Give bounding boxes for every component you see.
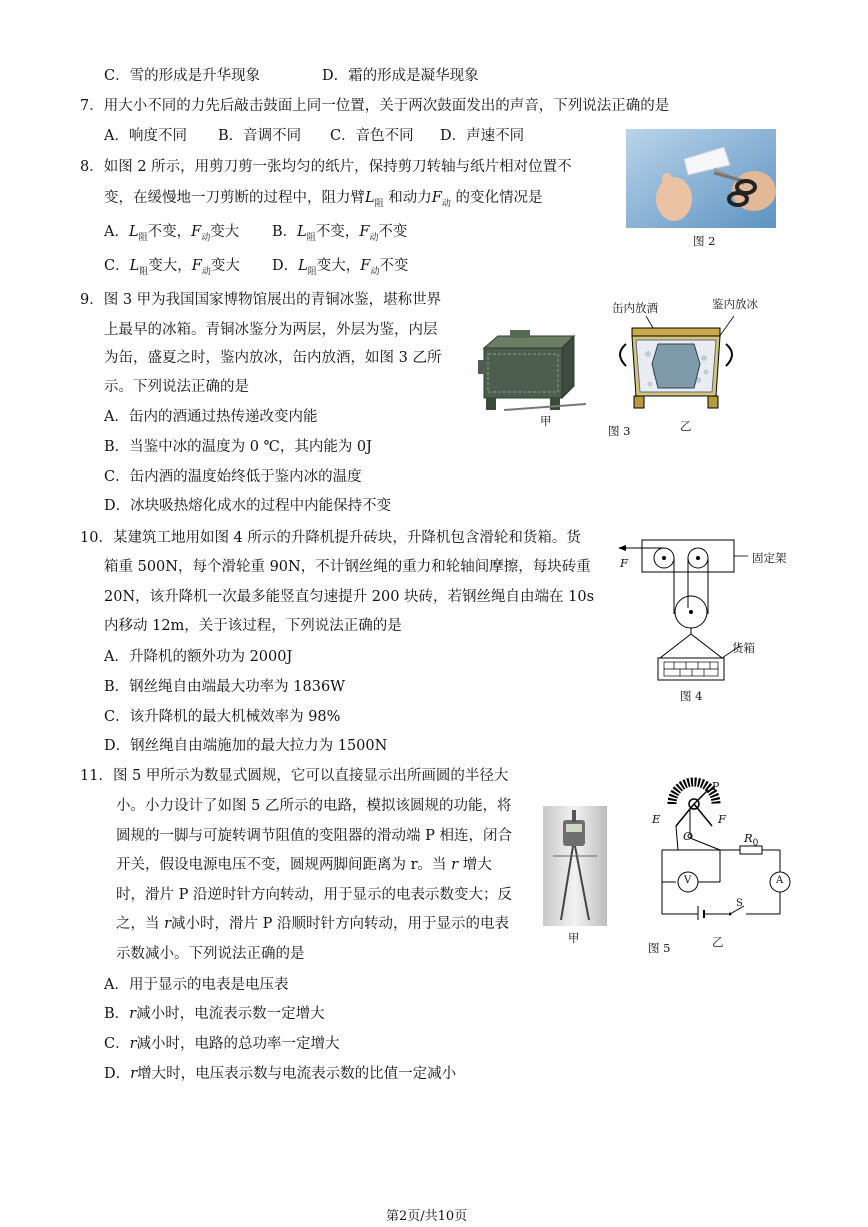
fig5-label-o: O xyxy=(683,829,693,843)
q9-option-d: D．冰块吸热熔化成水的过程中内能保持不变 xyxy=(104,498,392,514)
fig4-label-box: 货箱 xyxy=(732,641,755,655)
q10-stem-line1: 10．某建筑工地用如图 4 所示的升降机提升砖块，升降机包含滑轮和货箱。货 xyxy=(80,530,581,546)
scissors-photo xyxy=(626,129,776,228)
fig3-jia-caption: 甲 xyxy=(540,414,552,428)
fig5-label-v: V xyxy=(684,875,692,886)
fig5-label-a: A xyxy=(776,875,784,886)
fig5-label-r0: $R_0$ xyxy=(744,831,759,849)
q10-stem-line4: 内移动 12m，关于该过程，下列说法正确的是 xyxy=(104,618,402,634)
q11-option-c: C．r减小时，电路的总功率一定增大 xyxy=(104,1036,340,1052)
q8-option-a: A．$L_阻$不变，$F_动$变大 xyxy=(104,224,240,243)
fig5-label-f: F xyxy=(718,812,726,826)
q7-option-b: B．音调不同 xyxy=(218,128,302,144)
q10-option-c: C．该升降机的最大机械效率为 98% xyxy=(104,709,341,725)
q8-stem-line2: 变，在缓慢地一刀剪断的过程中，阻力臂$L_阻$ 和动力$F_动$ 的变化情况是 xyxy=(104,190,543,209)
q11-option-b: B．r减小时，电流表示数一定增大 xyxy=(104,1006,325,1022)
q7-option-c: C．音色不同 xyxy=(330,128,414,144)
digital-compass-photo xyxy=(543,806,607,926)
fig5-label-p: P xyxy=(712,780,720,793)
q10-stem-line3: 20N，该升降机一次最多能竖直匀速提升 200 块砖，若钢丝绳自由端在 10s xyxy=(104,589,595,605)
q9-option-b: B．当鉴中冰的温度为 0 ℃，其内能为 0J xyxy=(104,439,372,455)
q10-option-b: B．钢丝绳自由端最大功率为 1836W xyxy=(104,679,346,695)
fig3-label-jian: 鉴内放冰 xyxy=(712,297,758,311)
fig5-jia-caption: 甲 xyxy=(568,931,580,945)
q11-stem-line1: 11．图 5 甲所示为数显式圆规，它可以直接显示出所画圆的半径大 xyxy=(80,768,509,784)
q8-option-b: B．$L_阻$不变，$F_动$不变 xyxy=(272,224,408,243)
q9-stem-line2: 上最早的冰箱。青铜冰鉴分为两层，外层为鉴，内层 xyxy=(104,322,438,338)
q6-option-c: C．雪的形成是升华现象 xyxy=(104,68,261,84)
fig4-label-f: F xyxy=(620,556,628,570)
fig5-label-s: S xyxy=(736,898,743,909)
q8-option-c: C．$L_阻$变大，$F_动$变大 xyxy=(104,258,240,277)
fig5-caption: 图 5 xyxy=(648,941,671,955)
q11-stem-line6: 之，当 r减小时，滑片 P 沿顺时针方向转动，用于显示的电表 xyxy=(116,916,510,932)
q7-option-d: D．声速不同 xyxy=(440,128,525,144)
q9-option-c: C．缶内酒的温度始终低于鉴内冰的温度 xyxy=(104,469,362,485)
bronze-icebox-photo xyxy=(474,330,590,418)
q11-stem-line5: 时，滑片 P 沿逆时针方向转动，用于显示的电表示数变大；反 xyxy=(116,887,512,903)
q11-stem-line4: 开关，假设电源电压不变，圆规两脚间距离为 r。当 r 增大 xyxy=(116,857,492,873)
fig5-yi-caption: 乙 xyxy=(712,935,724,949)
q9-stem-line1: 9．图 3 甲为我国国家博物馆展出的青铜冰鉴，堪称世界 xyxy=(80,292,442,308)
icebox-section-diagram xyxy=(606,314,746,414)
fig3-yi-caption: 乙 xyxy=(680,419,692,433)
q7-option-a: A．响度不同 xyxy=(104,128,187,144)
page-footer: 第2页/共10页 xyxy=(386,1209,468,1224)
fig5-label-e: E xyxy=(652,812,661,826)
compass-circuit-diagram xyxy=(646,770,796,920)
q11-stem-line3: 圆规的一脚与可旋转调节阻值的变阻器的滑动端 P 相连，闭合 xyxy=(116,828,512,844)
fig4-caption: 图 4 xyxy=(680,689,703,703)
q10-option-a: A．升降机的额外功为 2000J xyxy=(104,649,293,665)
q7-stem: 7．用大小不同的力先后敲击鼓面上同一位置，关于两次鼓面发出的声音，下列说法正确的是 xyxy=(80,98,670,114)
q10-stem-line2: 箱重 500N，每个滑轮重 90N，不计钢丝绳的重力和轮轴间摩擦，每块砖重 xyxy=(104,559,591,575)
q11-option-d: D．r增大时，电压表示数与电流表示数的比值一定减小 xyxy=(104,1066,457,1082)
fig4-label-frame: 固定架 xyxy=(752,551,787,565)
q10-option-d: D．钢丝绳自由端施加的最大拉力为 1500N xyxy=(104,738,388,754)
fig2-caption: 图 2 xyxy=(693,234,716,248)
q11-stem-line7: 示数减小。下列说法正确的是 xyxy=(116,946,305,962)
q9-stem-line4: 示。下列说法正确的是 xyxy=(104,379,249,395)
fig3-label-fou: 缶内放酒 xyxy=(612,301,658,315)
q9-stem-line3: 为缶，盛夏之时，鉴内放冰，缶内放酒，如图 3 乙所 xyxy=(104,350,442,366)
q11-option-a: A．用于显示的电表是电压表 xyxy=(104,977,289,993)
fig3-caption: 图 3 xyxy=(608,424,631,438)
q11-stem-line2: 小。小力设计了如图 5 乙所示的电路，模拟该圆规的功能，将 xyxy=(116,798,512,814)
q8-stem-line1: 8．如图 2 所示，用剪刀剪一张均匀的纸片，保持剪刀转轴与纸片相对位置不 xyxy=(80,159,572,175)
q6-option-d: D．霜的形成是凝华现象 xyxy=(322,68,479,84)
q9-option-a: A．缶内的酒通过热传递改变内能 xyxy=(104,409,318,425)
q8-option-d: D．$L_阻$变大，$F_动$不变 xyxy=(272,258,409,277)
